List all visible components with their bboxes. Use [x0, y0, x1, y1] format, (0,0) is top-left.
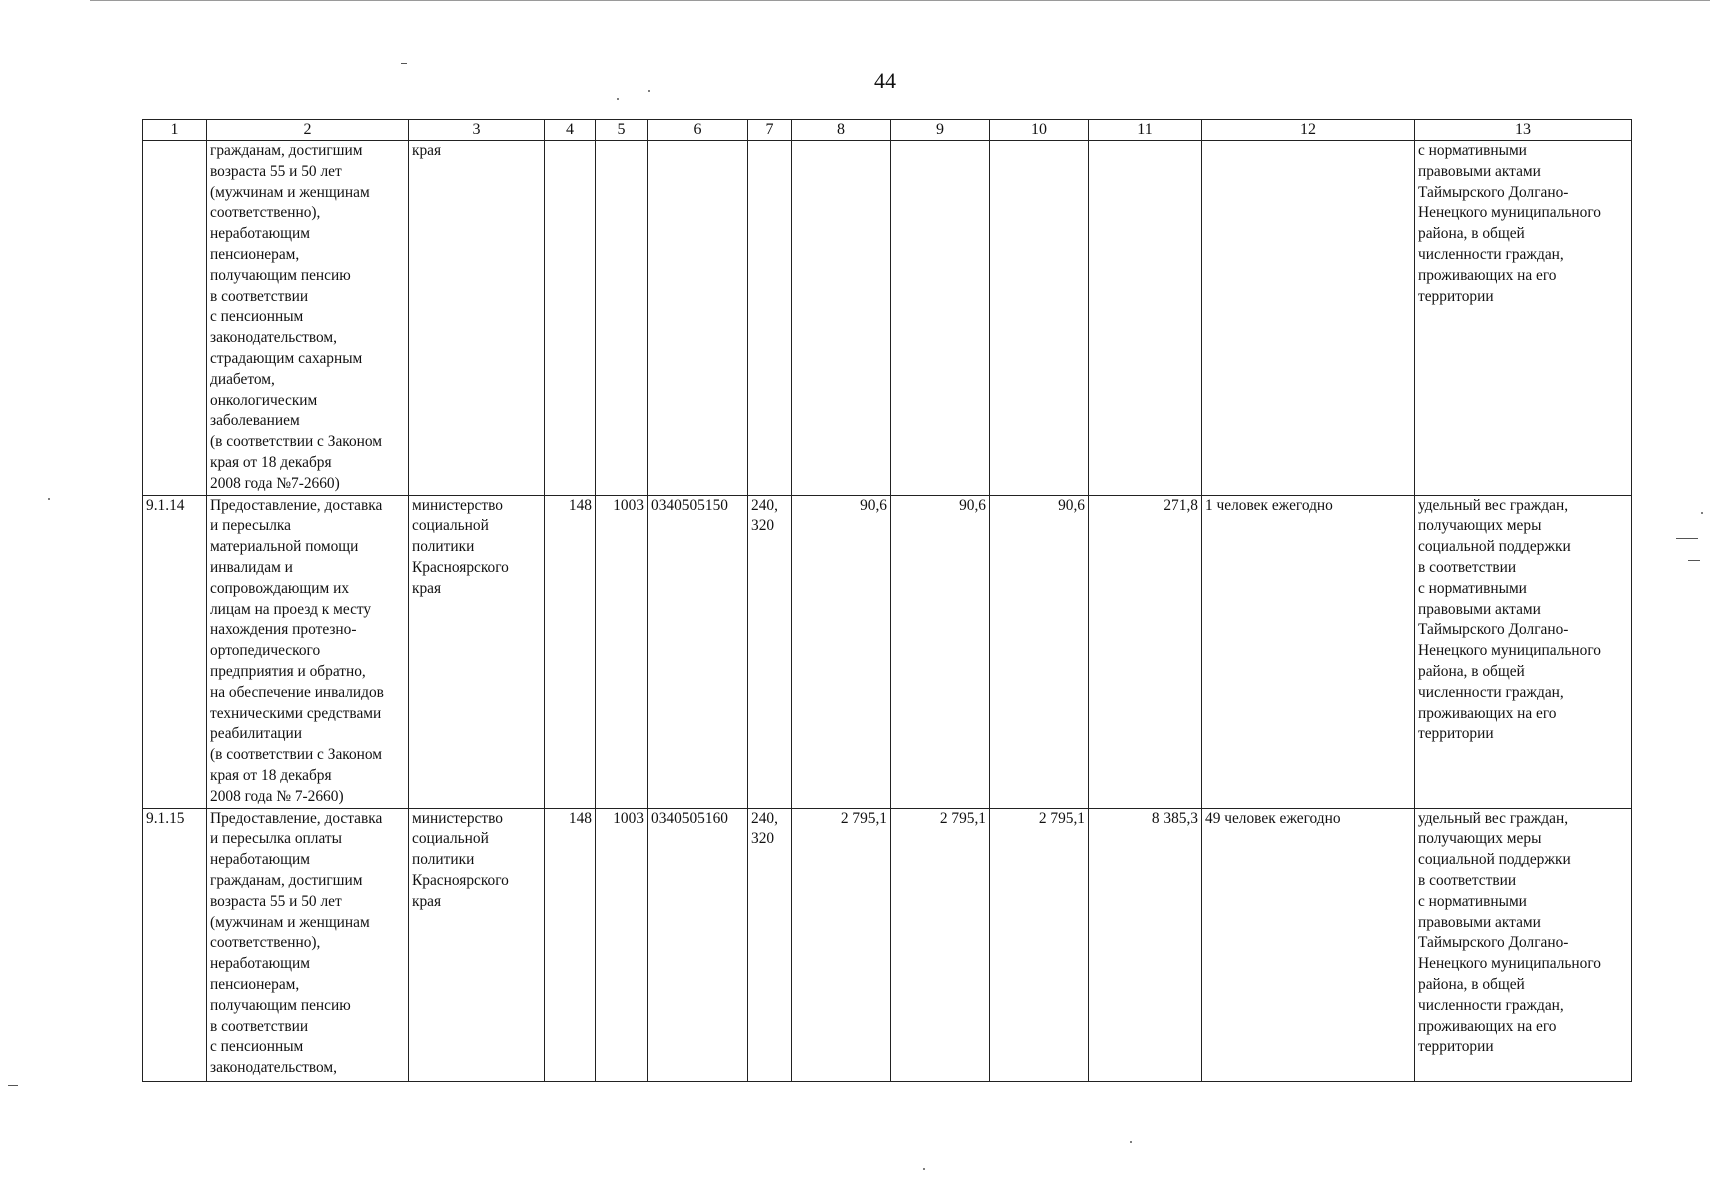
column-number-row	[143, 120, 1632, 141]
column-number: 5	[596, 120, 648, 141]
amount-year-2	[891, 141, 990, 496]
amount-year-2: 2 795,1	[891, 808, 990, 1081]
table-row	[143, 495, 1632, 808]
amount-year-3	[990, 141, 1089, 496]
budget-table	[142, 119, 1632, 1082]
scan-mark	[1676, 538, 1698, 539]
scan-mark	[648, 90, 650, 92]
scan-mark	[1130, 1141, 1132, 1143]
column-number: 9	[891, 120, 990, 141]
scan-mark	[617, 98, 619, 100]
expense-type-code	[748, 141, 792, 496]
expected-result	[1202, 141, 1415, 496]
top-rule	[90, 0, 1710, 1]
column-number: 8	[792, 120, 891, 141]
grbs-code: 148	[545, 495, 596, 808]
scan-mark	[48, 498, 50, 500]
scan-mark	[923, 1168, 925, 1170]
column-number: 3	[409, 120, 545, 141]
column-number: 6	[648, 120, 748, 141]
column-number: 4	[545, 120, 596, 141]
measure-description: гражданам, достигшим возраста 55 и 50 лет (мужчинам и женщинам соответственно), неработающим пенсионерам, получающим пенсию в соответствии с пенсионным законодательством, страдающим сахарным диабетом, онкологическим заболеванием (в соответствии с Законом края от 18 декабря 2008 года №7-2660)	[207, 141, 409, 496]
column-number: 13	[1415, 120, 1632, 141]
scan-mark	[1701, 512, 1703, 514]
target-article-code	[648, 141, 748, 496]
amount-year-1: 2 795,1	[792, 808, 891, 1081]
column-number: 7	[748, 120, 792, 141]
expense-type-code: 240, 320	[748, 808, 792, 1081]
target-indicator: удельный вес граждан, получающих меры социальной поддержки в соответствии с нормативными правовыми актами Таймырского Долгано- Ненецкого муниципального района, в общей численности граждан, проживающих на его территории	[1415, 495, 1632, 808]
column-number: 2	[207, 120, 409, 141]
row-code: 9.1.14	[143, 495, 207, 808]
page-number: 44	[874, 68, 896, 93]
scan-mark	[401, 63, 407, 64]
table-row	[143, 808, 1632, 1081]
section-code	[596, 141, 648, 496]
row-code	[143, 141, 207, 496]
responsible-body: министерство социальной политики Красноярского края	[409, 495, 545, 808]
target-article-code: 0340505150	[648, 495, 748, 808]
responsible-body: края	[409, 141, 545, 496]
expected-result: 49 человек ежегодно	[1202, 808, 1415, 1081]
table-row	[143, 141, 1632, 496]
row-code: 9.1.15	[143, 808, 207, 1081]
column-number: 10	[990, 120, 1089, 141]
target-indicator: с нормативными правовыми актами Таймырского Долгано- Ненецкого муниципального района, в общей численности граждан, проживающих на его территории	[1415, 141, 1632, 496]
target-article-code: 0340505160	[648, 808, 748, 1081]
column-number: 1	[143, 120, 207, 141]
expected-result: 1 человек ежегодно	[1202, 495, 1415, 808]
grbs-code	[545, 141, 596, 496]
grbs-code: 148	[545, 808, 596, 1081]
amount-year-3: 90,6	[990, 495, 1089, 808]
section-code: 1003	[596, 495, 648, 808]
measure-description: Предоставление, доставка и пересылка материальной помощи инвалидам и сопровождающим их лицам на проезд к месту нахождения протезно- ортопедического предприятия и обратно, на обеспечение инвалидов техническими средствами реабилитации (в соответствии с Законом края от 18 декабря 2008 года № 7-2660)	[207, 495, 409, 808]
amount-total	[1089, 141, 1202, 496]
amount-total: 271,8	[1089, 495, 1202, 808]
amount-year-1	[792, 141, 891, 496]
amount-year-3: 2 795,1	[990, 808, 1089, 1081]
amount-year-1: 90,6	[792, 495, 891, 808]
amount-total: 8 385,3	[1089, 808, 1202, 1081]
measure-description: Предоставление, доставка и пересылка оплаты неработающим гражданам, достигшим возраста 55 и 50 лет (мужчинам и женщинам соответственно), неработающим пенсионерам, получающим пенсию в соответствии с пенсионным законодательством,	[207, 808, 409, 1081]
scan-mark	[1688, 560, 1700, 561]
column-number: 11	[1089, 120, 1202, 141]
target-indicator: удельный вес граждан, получающих меры социальной поддержки в соответствии с нормативными правовыми актами Таймырского Долгано- Ненецкого муниципального района, в общей численности граждан, проживающих на его территории	[1415, 808, 1632, 1081]
column-number: 12	[1202, 120, 1415, 141]
responsible-body: министерство социальной политики Красноярского края	[409, 808, 545, 1081]
expense-type-code: 240, 320	[748, 495, 792, 808]
scan-mark	[8, 1085, 18, 1086]
section-code: 1003	[596, 808, 648, 1081]
amount-year-2: 90,6	[891, 495, 990, 808]
